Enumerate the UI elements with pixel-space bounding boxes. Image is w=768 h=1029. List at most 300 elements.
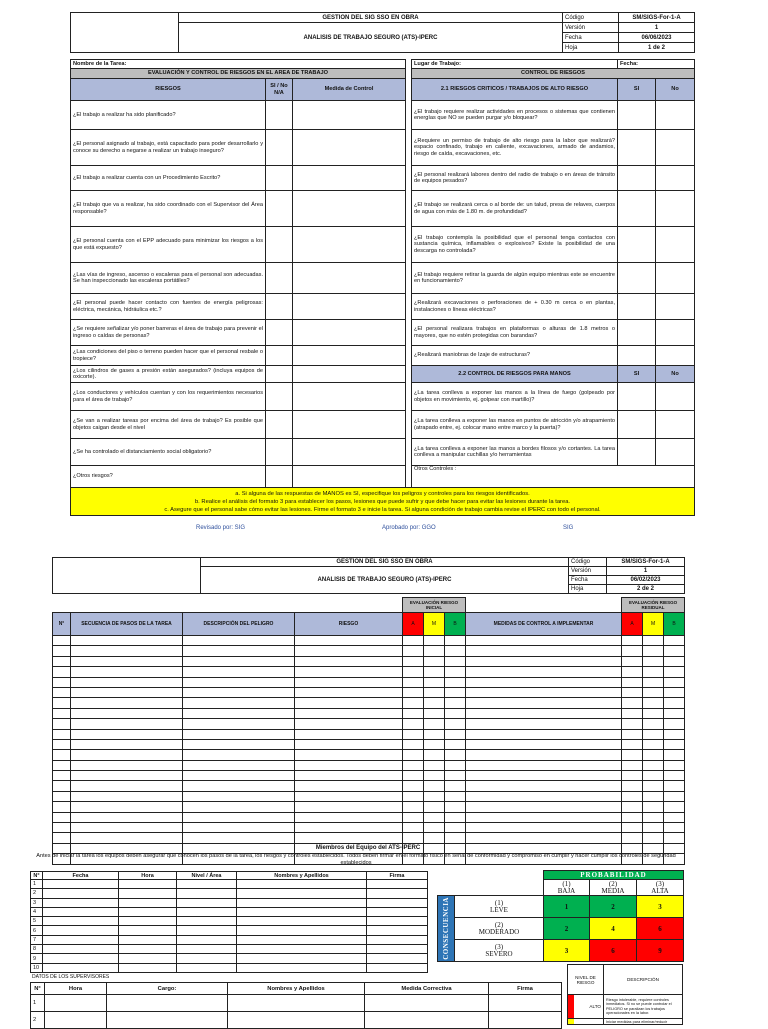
grid-cell[interactable]	[71, 781, 183, 791]
no-cell[interactable]	[656, 411, 695, 439]
grid-cell[interactable]	[183, 708, 295, 718]
si-cell[interactable]	[618, 101, 656, 130]
grid-cell[interactable]	[643, 739, 664, 749]
grid-cell[interactable]	[445, 791, 466, 801]
member-cell[interactable]	[237, 917, 367, 926]
grid-cell[interactable]	[622, 781, 643, 791]
grid-cell[interactable]	[183, 739, 295, 749]
grid-cell[interactable]	[424, 729, 445, 739]
grid-cell[interactable]	[295, 833, 403, 843]
member-cell[interactable]	[177, 907, 237, 916]
supervisor-cell[interactable]	[228, 995, 365, 1012]
grid-cell[interactable]	[466, 781, 622, 791]
grid-cell[interactable]	[403, 636, 424, 646]
grid-cell[interactable]	[643, 698, 664, 708]
grid-cell[interactable]	[53, 781, 71, 791]
grid-cell[interactable]	[295, 708, 403, 718]
grid-cell[interactable]	[403, 791, 424, 801]
grid-cell[interactable]	[183, 823, 295, 833]
grid-cell[interactable]	[183, 636, 295, 646]
answer-cell[interactable]	[266, 166, 293, 191]
grid-cell[interactable]	[183, 729, 295, 739]
member-cell[interactable]	[177, 926, 237, 935]
grid-cell[interactable]	[71, 750, 183, 760]
grid-cell[interactable]	[466, 677, 622, 687]
member-cell[interactable]	[367, 935, 428, 944]
measure-cell[interactable]	[293, 294, 406, 320]
no-cell[interactable]	[656, 130, 695, 166]
grid-cell[interactable]	[403, 802, 424, 812]
grid-cell[interactable]	[466, 656, 622, 666]
grid-cell[interactable]	[445, 812, 466, 822]
grid-cell[interactable]	[664, 677, 685, 687]
grid-cell[interactable]	[445, 667, 466, 677]
answer-cell[interactable]	[266, 346, 293, 366]
member-cell[interactable]	[237, 963, 367, 972]
grid-cell[interactable]	[622, 760, 643, 770]
member-cell[interactable]	[177, 880, 237, 889]
grid-cell[interactable]	[295, 771, 403, 781]
member-cell[interactable]	[237, 898, 367, 907]
grid-cell[interactable]	[53, 646, 71, 656]
grid-cell[interactable]	[466, 687, 622, 697]
grid-cell[interactable]	[664, 729, 685, 739]
grid-cell[interactable]	[71, 687, 183, 697]
grid-cell[interactable]	[424, 791, 445, 801]
member-cell[interactable]	[367, 963, 428, 972]
si-cell[interactable]	[618, 439, 656, 466]
no-cell[interactable]	[656, 294, 695, 320]
member-cell[interactable]	[119, 907, 177, 916]
grid-cell[interactable]	[183, 677, 295, 687]
grid-cell[interactable]	[643, 719, 664, 729]
measure-cell[interactable]	[293, 346, 406, 366]
grid-cell[interactable]	[403, 656, 424, 666]
grid-cell[interactable]	[424, 656, 445, 666]
grid-cell[interactable]	[295, 656, 403, 666]
grid-cell[interactable]	[53, 687, 71, 697]
grid-cell[interactable]	[71, 656, 183, 666]
grid-cell[interactable]	[664, 812, 685, 822]
si-cell[interactable]	[618, 263, 656, 294]
grid-cell[interactable]	[622, 802, 643, 812]
si-cell[interactable]	[618, 346, 656, 366]
grid-cell[interactable]	[466, 802, 622, 812]
grid-cell[interactable]	[643, 636, 664, 646]
grid-cell[interactable]	[643, 812, 664, 822]
grid-cell[interactable]	[403, 739, 424, 749]
member-cell[interactable]	[119, 954, 177, 963]
grid-cell[interactable]	[622, 708, 643, 718]
grid-cell[interactable]	[466, 750, 622, 760]
member-cell[interactable]	[119, 898, 177, 907]
grid-cell[interactable]	[664, 750, 685, 760]
grid-cell[interactable]	[71, 812, 183, 822]
si-cell[interactable]	[618, 383, 656, 411]
grid-cell[interactable]	[643, 823, 664, 833]
grid-cell[interactable]	[183, 687, 295, 697]
grid-cell[interactable]	[424, 719, 445, 729]
grid-cell[interactable]	[622, 823, 643, 833]
grid-cell[interactable]	[403, 646, 424, 656]
member-cell[interactable]	[119, 935, 177, 944]
grid-cell[interactable]	[445, 781, 466, 791]
supervisor-cell[interactable]	[228, 1012, 365, 1029]
answer-cell[interactable]	[266, 466, 293, 488]
member-cell[interactable]	[367, 917, 428, 926]
no-cell[interactable]	[656, 166, 695, 191]
grid-cell[interactable]	[445, 739, 466, 749]
grid-cell[interactable]	[466, 698, 622, 708]
member-cell[interactable]	[177, 898, 237, 907]
grid-cell[interactable]	[295, 791, 403, 801]
grid-cell[interactable]	[466, 812, 622, 822]
grid-cell[interactable]	[643, 656, 664, 666]
grid-cell[interactable]	[295, 687, 403, 697]
grid-cell[interactable]	[71, 760, 183, 770]
answer-cell[interactable]	[266, 320, 293, 346]
grid-cell[interactable]	[643, 802, 664, 812]
grid-cell[interactable]	[466, 823, 622, 833]
grid-cell[interactable]	[445, 771, 466, 781]
grid-cell[interactable]	[183, 760, 295, 770]
grid-cell[interactable]	[643, 677, 664, 687]
grid-cell[interactable]	[424, 708, 445, 718]
grid-cell[interactable]	[622, 656, 643, 666]
grid-cell[interactable]	[622, 687, 643, 697]
measure-cell[interactable]	[293, 366, 406, 383]
grid-cell[interactable]	[403, 833, 424, 843]
grid-cell[interactable]	[466, 636, 622, 646]
member-cell[interactable]	[43, 907, 119, 916]
grid-cell[interactable]	[622, 677, 643, 687]
no-cell[interactable]	[656, 383, 695, 411]
grid-cell[interactable]	[183, 698, 295, 708]
grid-cell[interactable]	[466, 791, 622, 801]
member-cell[interactable]	[119, 880, 177, 889]
grid-cell[interactable]	[71, 833, 183, 843]
member-cell[interactable]	[43, 898, 119, 907]
member-cell[interactable]	[43, 963, 119, 972]
grid-cell[interactable]	[643, 760, 664, 770]
member-cell[interactable]	[237, 926, 367, 935]
grid-cell[interactable]	[664, 833, 685, 843]
grid-cell[interactable]	[403, 719, 424, 729]
grid-cell[interactable]	[295, 802, 403, 812]
grid-cell[interactable]	[53, 823, 71, 833]
grid-cell[interactable]	[424, 833, 445, 843]
member-cell[interactable]	[237, 907, 367, 916]
grid-cell[interactable]	[183, 667, 295, 677]
grid-cell[interactable]	[664, 656, 685, 666]
grid-cell[interactable]	[643, 646, 664, 656]
grid-cell[interactable]	[445, 698, 466, 708]
grid-cell[interactable]	[71, 729, 183, 739]
grid-cell[interactable]	[424, 750, 445, 760]
grid-cell[interactable]	[664, 823, 685, 833]
member-cell[interactable]	[367, 907, 428, 916]
grid-cell[interactable]	[466, 646, 622, 656]
member-cell[interactable]	[367, 954, 428, 963]
supervisor-cell[interactable]	[365, 995, 489, 1012]
grid-cell[interactable]	[295, 812, 403, 822]
grid-cell[interactable]	[466, 760, 622, 770]
grid-cell[interactable]	[403, 781, 424, 791]
grid-cell[interactable]	[424, 636, 445, 646]
grid-cell[interactable]	[71, 739, 183, 749]
no-cell[interactable]	[656, 101, 695, 130]
grid-cell[interactable]	[424, 823, 445, 833]
grid-cell[interactable]	[295, 667, 403, 677]
grid-cell[interactable]	[295, 729, 403, 739]
member-cell[interactable]	[177, 954, 237, 963]
grid-cell[interactable]	[53, 802, 71, 812]
grid-cell[interactable]	[424, 698, 445, 708]
grid-cell[interactable]	[53, 812, 71, 822]
grid-cell[interactable]	[445, 687, 466, 697]
grid-cell[interactable]	[403, 812, 424, 822]
grid-cell[interactable]	[71, 708, 183, 718]
grid-cell[interactable]	[445, 823, 466, 833]
grid-cell[interactable]	[71, 677, 183, 687]
grid-cell[interactable]	[424, 667, 445, 677]
no-cell[interactable]	[656, 346, 695, 366]
measure-cell[interactable]	[293, 466, 406, 488]
grid-cell[interactable]	[295, 823, 403, 833]
answer-cell[interactable]	[266, 130, 293, 166]
member-cell[interactable]	[237, 954, 367, 963]
no-cell[interactable]	[656, 191, 695, 227]
grid-cell[interactable]	[445, 760, 466, 770]
grid-cell[interactable]	[622, 729, 643, 739]
member-cell[interactable]	[237, 945, 367, 954]
grid-cell[interactable]	[445, 646, 466, 656]
member-cell[interactable]	[43, 917, 119, 926]
grid-cell[interactable]	[643, 708, 664, 718]
member-cell[interactable]	[43, 880, 119, 889]
member-cell[interactable]	[367, 926, 428, 935]
supervisor-cell[interactable]	[489, 1012, 562, 1029]
grid-cell[interactable]	[53, 667, 71, 677]
grid-cell[interactable]	[424, 677, 445, 687]
grid-cell[interactable]	[664, 771, 685, 781]
grid-cell[interactable]	[53, 708, 71, 718]
grid-cell[interactable]	[445, 750, 466, 760]
member-cell[interactable]	[177, 963, 237, 972]
grid-cell[interactable]	[53, 656, 71, 666]
grid-cell[interactable]	[643, 750, 664, 760]
grid-cell[interactable]	[53, 771, 71, 781]
grid-cell[interactable]	[183, 646, 295, 656]
member-cell[interactable]	[177, 945, 237, 954]
grid-cell[interactable]	[664, 698, 685, 708]
grid-cell[interactable]	[424, 771, 445, 781]
supervisor-cell[interactable]	[45, 1012, 107, 1029]
grid-cell[interactable]	[53, 698, 71, 708]
grid-cell[interactable]	[622, 750, 643, 760]
member-cell[interactable]	[237, 935, 367, 944]
grid-cell[interactable]	[622, 646, 643, 656]
grid-cell[interactable]	[466, 708, 622, 718]
grid-cell[interactable]	[622, 791, 643, 801]
member-cell[interactable]	[43, 954, 119, 963]
member-cell[interactable]	[367, 880, 428, 889]
member-cell[interactable]	[119, 917, 177, 926]
grid-cell[interactable]	[643, 729, 664, 739]
grid-cell[interactable]	[183, 719, 295, 729]
member-cell[interactable]	[119, 963, 177, 972]
measure-cell[interactable]	[293, 383, 406, 411]
grid-cell[interactable]	[53, 677, 71, 687]
supervisor-cell[interactable]	[45, 995, 107, 1012]
si-cell[interactable]	[618, 191, 656, 227]
answer-cell[interactable]	[266, 294, 293, 320]
grid-cell[interactable]	[183, 833, 295, 843]
grid-cell[interactable]	[424, 739, 445, 749]
supervisor-cell[interactable]	[489, 995, 562, 1012]
grid-cell[interactable]	[71, 646, 183, 656]
grid-cell[interactable]	[664, 802, 685, 812]
measure-cell[interactable]	[293, 166, 406, 191]
member-cell[interactable]	[119, 945, 177, 954]
answer-cell[interactable]	[266, 191, 293, 227]
grid-cell[interactable]	[664, 646, 685, 656]
member-cell[interactable]	[119, 889, 177, 898]
grid-cell[interactable]	[71, 698, 183, 708]
grid-cell[interactable]	[424, 812, 445, 822]
grid-cell[interactable]	[466, 833, 622, 843]
grid-cell[interactable]	[445, 802, 466, 812]
other-controls[interactable]: Otros Controles :	[412, 466, 695, 488]
grid-cell[interactable]	[53, 833, 71, 843]
grid-cell[interactable]	[466, 719, 622, 729]
measure-cell[interactable]	[293, 439, 406, 466]
grid-cell[interactable]	[295, 719, 403, 729]
si-cell[interactable]	[618, 411, 656, 439]
grid-cell[interactable]	[622, 812, 643, 822]
grid-cell[interactable]	[403, 750, 424, 760]
grid-cell[interactable]	[622, 771, 643, 781]
grid-cell[interactable]	[445, 677, 466, 687]
grid-cell[interactable]	[71, 667, 183, 677]
grid-cell[interactable]	[183, 750, 295, 760]
grid-cell[interactable]	[403, 823, 424, 833]
grid-cell[interactable]	[53, 739, 71, 749]
supervisor-cell[interactable]	[365, 1012, 489, 1029]
member-cell[interactable]	[43, 926, 119, 935]
grid-cell[interactable]	[403, 667, 424, 677]
grid-cell[interactable]	[53, 719, 71, 729]
grid-cell[interactable]	[183, 802, 295, 812]
answer-cell[interactable]	[266, 439, 293, 466]
grid-cell[interactable]	[664, 636, 685, 646]
measure-cell[interactable]	[293, 191, 406, 227]
grid-cell[interactable]	[445, 833, 466, 843]
grid-cell[interactable]	[445, 719, 466, 729]
grid-cell[interactable]	[445, 636, 466, 646]
member-cell[interactable]	[177, 935, 237, 944]
member-cell[interactable]	[367, 945, 428, 954]
grid-cell[interactable]	[445, 656, 466, 666]
answer-cell[interactable]	[266, 411, 293, 439]
measure-cell[interactable]	[293, 130, 406, 166]
grid-cell[interactable]	[53, 791, 71, 801]
grid-cell[interactable]	[53, 729, 71, 739]
grid-cell[interactable]	[643, 687, 664, 697]
no-cell[interactable]	[656, 227, 695, 263]
grid-cell[interactable]	[424, 781, 445, 791]
grid-cell[interactable]	[424, 646, 445, 656]
grid-cell[interactable]	[622, 719, 643, 729]
no-cell[interactable]	[656, 320, 695, 346]
grid-cell[interactable]	[53, 750, 71, 760]
grid-cell[interactable]	[183, 771, 295, 781]
grid-cell[interactable]	[664, 687, 685, 697]
grid-cell[interactable]	[424, 760, 445, 770]
si-cell[interactable]	[618, 320, 656, 346]
member-cell[interactable]	[119, 926, 177, 935]
grid-cell[interactable]	[445, 708, 466, 718]
member-cell[interactable]	[367, 898, 428, 907]
grid-cell[interactable]	[622, 833, 643, 843]
grid-cell[interactable]	[466, 729, 622, 739]
member-cell[interactable]	[177, 889, 237, 898]
si-cell[interactable]	[618, 294, 656, 320]
grid-cell[interactable]	[466, 771, 622, 781]
grid-cell[interactable]	[664, 781, 685, 791]
member-cell[interactable]	[237, 880, 367, 889]
answer-cell[interactable]	[266, 101, 293, 130]
grid-cell[interactable]	[71, 823, 183, 833]
supervisor-cell[interactable]	[107, 1012, 228, 1029]
grid-cell[interactable]	[622, 698, 643, 708]
grid-cell[interactable]	[53, 636, 71, 646]
member-cell[interactable]	[177, 917, 237, 926]
grid-cell[interactable]	[403, 687, 424, 697]
no-cell[interactable]	[656, 263, 695, 294]
member-cell[interactable]	[43, 935, 119, 944]
grid-cell[interactable]	[424, 802, 445, 812]
answer-cell[interactable]	[266, 366, 293, 383]
grid-cell[interactable]	[466, 739, 622, 749]
grid-cell[interactable]	[466, 667, 622, 677]
si-cell[interactable]	[618, 130, 656, 166]
grid-cell[interactable]	[183, 781, 295, 791]
si-cell[interactable]	[618, 166, 656, 191]
grid-cell[interactable]	[643, 791, 664, 801]
member-cell[interactable]	[367, 889, 428, 898]
grid-cell[interactable]	[295, 739, 403, 749]
grid-cell[interactable]	[295, 636, 403, 646]
grid-cell[interactable]	[71, 636, 183, 646]
grid-cell[interactable]	[53, 760, 71, 770]
grid-cell[interactable]	[643, 771, 664, 781]
measure-cell[interactable]	[293, 411, 406, 439]
grid-cell[interactable]	[664, 791, 685, 801]
answer-cell[interactable]	[266, 383, 293, 411]
grid-cell[interactable]	[183, 791, 295, 801]
measure-cell[interactable]	[293, 227, 406, 263]
grid-cell[interactable]	[403, 677, 424, 687]
grid-cell[interactable]	[622, 739, 643, 749]
grid-cell[interactable]	[643, 833, 664, 843]
grid-cell[interactable]	[664, 708, 685, 718]
grid-cell[interactable]	[664, 739, 685, 749]
measure-cell[interactable]	[293, 101, 406, 130]
grid-cell[interactable]	[295, 781, 403, 791]
member-cell[interactable]	[237, 889, 367, 898]
grid-cell[interactable]	[403, 771, 424, 781]
